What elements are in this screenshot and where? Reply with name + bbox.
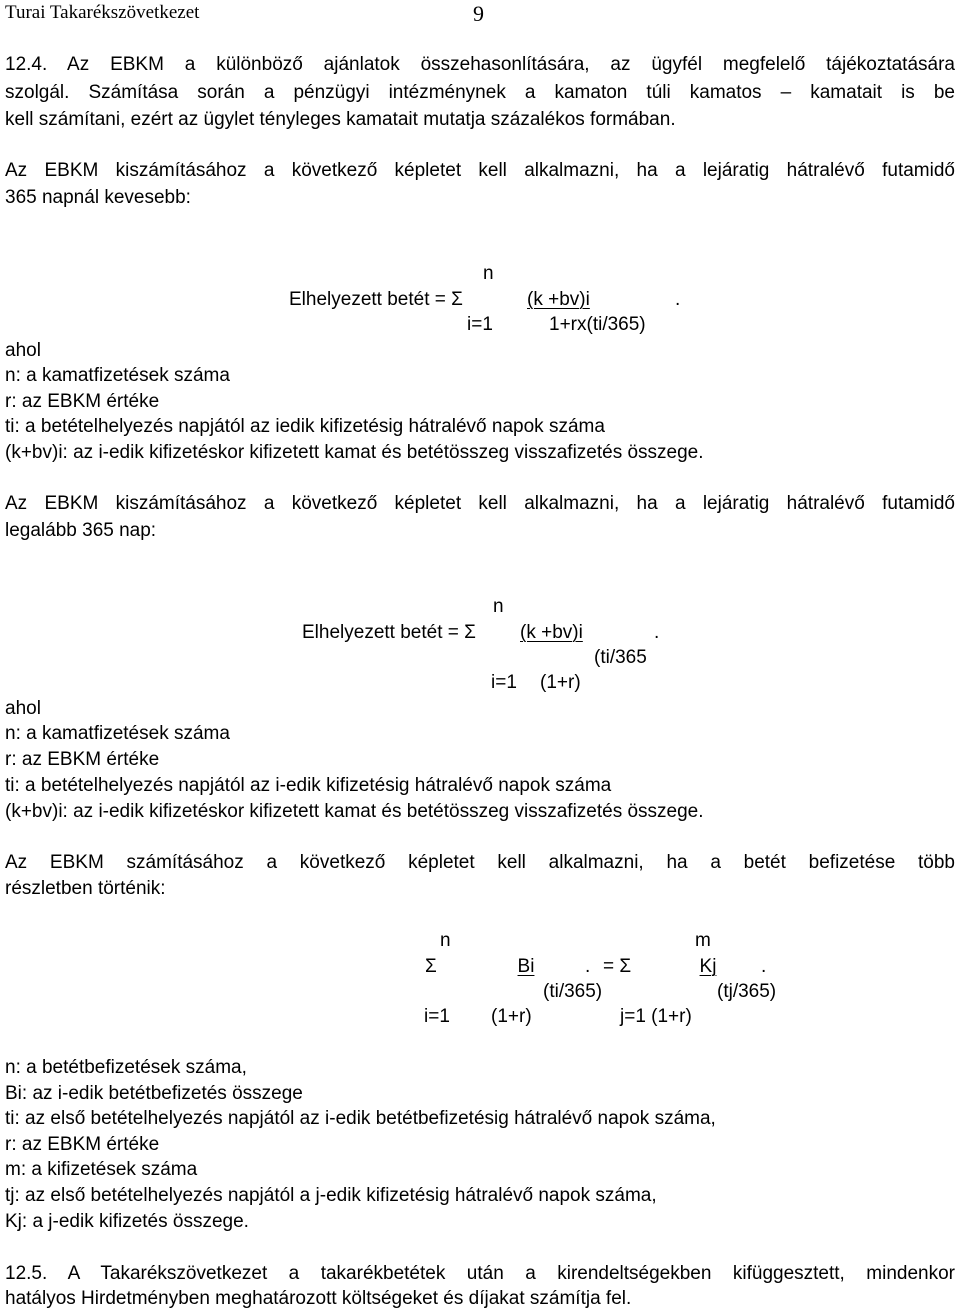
formula-numerator-right: Kj: [699, 956, 717, 977]
formula-dot-left: .: [585, 956, 591, 977]
page-number: 9: [473, 1, 484, 26]
block2-def: r: az EBKM értéke: [5, 749, 160, 770]
formula-lhs: Elhelyezett betét = Σ: [302, 622, 476, 643]
block3-intro-line2: részletben történik:: [5, 878, 166, 899]
block1-def: (k+bv)i: az i-edik kifizetéskor kifizetett kamat és betétösszeg visszafizetés összege.: [5, 442, 704, 463]
block3-def: n: a betétbefizetések száma,: [5, 1057, 247, 1078]
formula-denominator-left: (1+r): [491, 1006, 532, 1027]
formula-denominator: (1+r): [540, 672, 581, 693]
formula-upper-limit: n: [493, 596, 504, 617]
formula-lhs: Elhelyezett betét = Σ: [289, 289, 463, 310]
block2-intro-line2: legalább 365 nap:: [5, 520, 157, 541]
formula-denominator: 1+rx(ti/365): [549, 314, 646, 335]
formula-sigma-left: Σ: [425, 956, 437, 977]
block1-def: r: az EBKM értéke: [5, 391, 160, 412]
section-12-4-line2: szolgál. Számítása során a pénzügyi intézménynek a kamaton túli kamatos – kamatait is be: [5, 82, 955, 103]
block2-intro-line1: Az EBKM kiszámításához a következő képletet kell alkalmazni, ha a lejáratig hátralévő futamidő: [5, 493, 955, 514]
formula-upper-limit-n: n: [440, 930, 451, 951]
formula-upper-limit-m: m: [695, 930, 711, 951]
formula-exponent: (ti/365: [594, 647, 647, 668]
block2-def: n: a kamatfizetések száma: [5, 723, 230, 744]
formula-denominator-right: j=1 (1+r): [620, 1006, 692, 1027]
formula-numerator-left: Bi: [517, 956, 535, 977]
formula-numerator: (k +bv)i: [520, 622, 583, 643]
section-12-5-line2: hatályos Hirdetményben meghatározott költségeket és díjakat számítja fel.: [5, 1288, 632, 1309]
section-12-4-line1: 12.4. Az EBKM a különböző ajánlatok összehasonlítására, az ügyfél megfelelő tájékoztatására: [5, 54, 955, 75]
block1-def: ahol: [5, 340, 41, 361]
section-12-4-line3: kell számítani, ezért az ügylet tényleges kamatait mutatja százalékos formában.: [5, 109, 676, 130]
block3-def: m: a kifizetések száma: [5, 1159, 198, 1180]
block3-def: Kj: a j-edik kifizetés összege.: [5, 1211, 249, 1232]
formula-exponent-right: (tj/365): [717, 981, 777, 1002]
block1-intro-line2: 365 napnál kevesebb:: [5, 187, 191, 208]
formula-dot-right: .: [761, 956, 767, 977]
formula-numerator: (k +bv)i: [527, 289, 590, 310]
block3-def: r: az EBKM értéke: [5, 1134, 160, 1155]
block3-def: tj: az első betételhelyezés napjától a j-edik kifizetésig hátralévő napok száma,: [5, 1185, 657, 1206]
formula-upper-limit: n: [483, 263, 494, 284]
formula-dot: .: [654, 622, 660, 643]
block3-def: ti: az első betételhelyezés napjától az i-edik betétbefizetésig hátralévő napok száma,: [5, 1108, 716, 1129]
block3-intro-line1: Az EBKM számításához a következő képletet kell alkalmazni, ha a betét befizetése több: [5, 852, 955, 873]
formula-dot: .: [675, 289, 681, 310]
header-org: Turai Takarékszövetkezet: [5, 2, 200, 23]
formula-lower-limit-left: i=1: [424, 1006, 450, 1027]
block1-intro-line1: Az EBKM kiszámításához a következő képletet kell alkalmazni, ha a lejáratig hátralévő futamidő: [5, 160, 955, 181]
section-12-5-line1: 12.5. A Takarékszövetkezet a takarékbetétek után a kirendeltségekben kifüggesztett, mindenkor: [5, 1263, 955, 1284]
formula-lower-limit: i=1: [491, 672, 517, 693]
block2-def: (k+bv)i: az i-edik kifizetéskor kifizetett kamat és betétösszeg visszafizetés összege.: [5, 801, 704, 822]
formula-exponent-left: (ti/365): [543, 981, 603, 1002]
block2-def: ti: a betételhelyezés napjától az i-edik kifizetésig hátralévő napok száma: [5, 775, 612, 796]
block1-def: ti: a betételhelyezés napjától az iedik kifizetésig hátralévő napok száma: [5, 416, 605, 437]
block1-def: n: a kamatfizetések száma: [5, 365, 230, 386]
formula-equals-sigma: = Σ: [603, 956, 632, 977]
block2-def: ahol: [5, 698, 41, 719]
formula-lower-limit: i=1: [467, 314, 493, 335]
block3-def: Bi: az i-edik betétbefizetés összege: [5, 1083, 303, 1104]
